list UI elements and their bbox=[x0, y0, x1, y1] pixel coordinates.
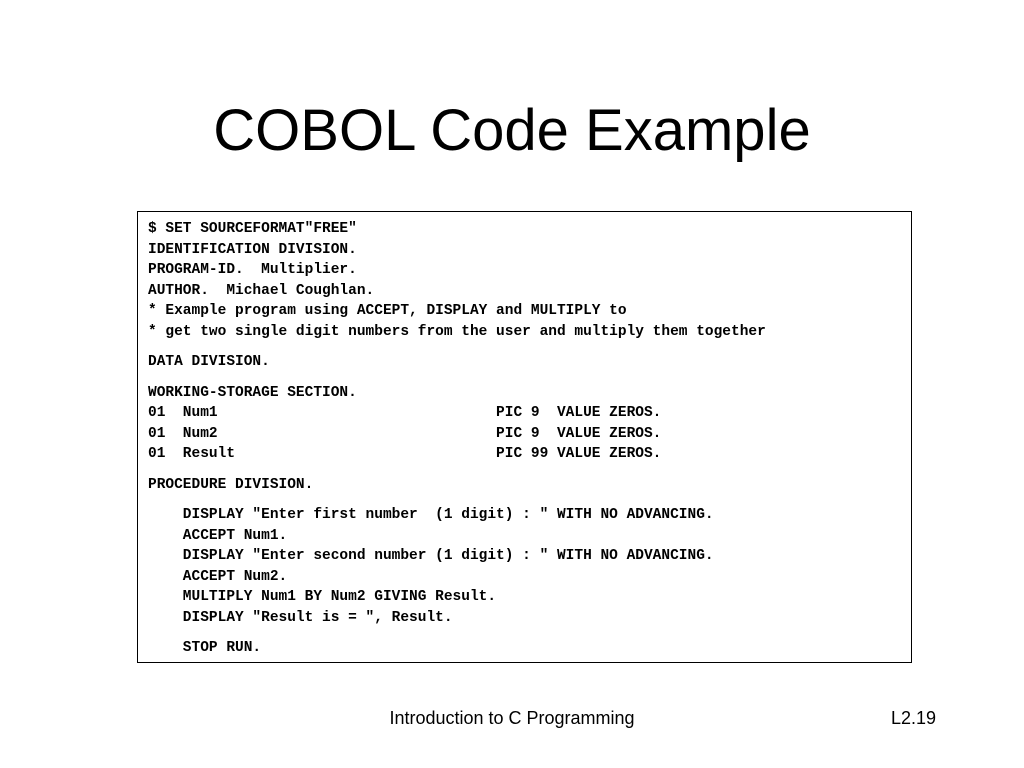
code-line: PROGRAM-ID. Multiplier. bbox=[148, 262, 357, 278]
code-line: $ SET SOURCEFORMAT"FREE" bbox=[148, 221, 357, 237]
code-line: DISPLAY "Enter second number (1 digit) : " WITH NO ADVANCING. bbox=[148, 548, 714, 564]
code-line: 01 Num2 PIC 9 VALUE ZEROS. bbox=[148, 425, 662, 442]
code-comment-line: * get two single digit numbers from the user and multiply them together bbox=[148, 323, 766, 340]
code-line: ACCEPT Num1. bbox=[148, 527, 288, 544]
code-line: IDENTIFICATION DIVISION. bbox=[148, 241, 357, 258]
code-line: DISPLAY "Result is = ", Result. bbox=[148, 609, 453, 626]
code-line: STOP RUN. bbox=[148, 640, 262, 656]
code-line: DISPLAY "Enter first number (1 digit) : " WITH NO ADVANCING. bbox=[148, 507, 714, 523]
code-line: ACCEPT Num2. bbox=[148, 568, 288, 585]
code-line: 01 Result PIC 99 VALUE ZEROS. bbox=[148, 446, 662, 462]
code-line: AUTHOR. Michael Coughlan. bbox=[148, 282, 375, 299]
code-listing bbox=[137, 211, 912, 663]
code-line: 01 Num1 PIC 9 VALUE ZEROS. bbox=[148, 405, 662, 421]
slide-title: COBOL Code Example bbox=[213, 98, 811, 163]
code-comment-line: * Example program using ACCEPT, DISPLAY and MULTIPLY to bbox=[148, 303, 627, 319]
code-line: WORKING-STORAGE SECTION. bbox=[148, 384, 357, 401]
footer-course-title: Introduction to C Programming bbox=[389, 708, 635, 728]
footer-slide-number: L2.19 bbox=[890, 708, 936, 728]
code-line: MULTIPLY Num1 BY Num2 GIVING Result. bbox=[148, 589, 497, 605]
code-line: DATA DIVISION. bbox=[148, 354, 270, 370]
code-line: PROCEDURE DIVISION. bbox=[148, 476, 314, 493]
